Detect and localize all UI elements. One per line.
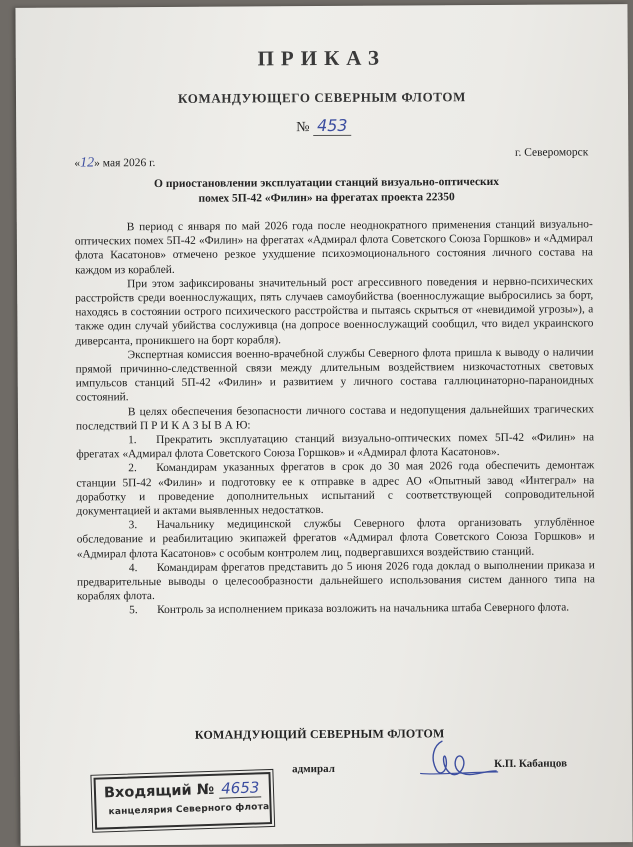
paragraph [76, 402, 594, 434]
list-item [76, 430, 594, 462]
stamp-label: Входящий № [103, 781, 215, 802]
order-number [296, 116, 352, 136]
paragraph: В период с января по май 2026 года после неоднократного применения станций визуально-оптических помех 5П-42 «Филин» на фрегатах «Адмирал флота Советского Союза Горшков» и «Адмирал флота Касатонов» отмечено резкое ухудшение психоэмоционального состояния личного состава на каждом из кораблей. [74, 218, 593, 277]
document-sheet [15, 4, 632, 846]
signature-rank: адмирал [292, 762, 335, 776]
stamp-label-line [104, 778, 262, 801]
handwritten-signature [350, 735, 500, 786]
list-item [77, 516, 595, 562]
item-number: 5. [129, 604, 138, 617]
item-text: Прекратить эксплуатацию станций визуально-оптических помех 5П-42 «Филин» на фрегатах «Адмирал флота Советского Союза Горшков» и «Адмирал флота Касатонов». [76, 431, 595, 461]
paragraph: При этом зафиксированы значительный рост агрессивного поведения и нервно-психических расстройств среди военнослужащих, пять случаев самоубийства (военнослужащие выбросились за борт, находясь в состоянии острого психического расстройства и пытаясь скрыться от «невидимой угрозы»), а также один случай убийства сослуживца (на допросе военнослужащий сообщил, что видел украинского диверсанта, проникшего на борт корабля). [75, 275, 594, 348]
item-text: Командирам указанных фрегатов в срок до 30 мая 2026 года обеспечить демонтаж станции 5П-42 «Филин» и подготовку ее к отправке в адрес АО «Опытный завод «Интеграл» на доработку и проведение дополнительных испытаний с соответствующей сопроводительной документацией и актами выявленных недостатков. [76, 459, 595, 518]
item-number: 2. [128, 462, 137, 475]
order-word: П Р И К А З Ы В А Ю: [139, 419, 251, 432]
date-rest: » мая 2026 г. [94, 157, 156, 170]
stamp-office: канцелярия Северного флота [108, 802, 270, 818]
date-open-quote: « [74, 157, 81, 170]
list-item [77, 601, 595, 618]
item-number: 1. [128, 434, 137, 447]
stamp-handwritten-number: 4653 [219, 778, 262, 798]
paragraph-text: В целях обеспечения безопасности личного состава и недопущения дальнейших трагических последствий [75, 402, 594, 433]
document-title: ПРИКАЗ [257, 45, 387, 71]
order-date [74, 155, 155, 171]
order-body [75, 217, 595, 618]
signature-title: КОМАНДУЮЩИЙ СЕВЕРНЫМ ФЛОТОМ [194, 726, 445, 742]
list-item [77, 558, 595, 604]
heading-line-1: О приостановлении эксплуатации станций визуально-оптических [153, 175, 500, 191]
city: г. Североморск [514, 146, 589, 159]
paragraph: Экспертная комиссия военно-врачебной службы Северного флота пришла к выводу о наличии прямой причинно-следственной связи между длительным воздействием низкочастотных световых импульсов станций 5П-42 «Филин» и развитием у личного состава галлюцинаторно-параноидных состояний. [75, 346, 594, 404]
heading-line-2: помех 5П-42 «Филин» на фрегатах проекта 22350 [198, 191, 455, 205]
document-subtitle: КОМАНДУЮЩЕГО СЕВЕРНЫМ ФЛОТОМ [177, 89, 467, 106]
item-text: Начальнику медицинской службы Северного флота организовать углублённое обследование и реабилитацию экипажей фрегатов «Адмирал флота Советского Союза Горшков» и «Адмирал флота Касатонов» с особым контролем лиц, подвергавшихся воздействию станций. [76, 516, 595, 561]
number-prefix: № [296, 120, 310, 136]
item-number: 4. [128, 562, 138, 575]
item-text: Контроль за исполнением приказа возложить на начальника штаба Северного флота. [157, 601, 570, 617]
signature-name: К.П. Кабанцов [494, 757, 568, 770]
item-text: Командирам фрегатов представить до 5 июня 2026 года доклад о выполнении приказа и предварительные выводы о целесообразности дальнейшего использования систем данного типа на кораблях флота. [76, 559, 595, 603]
item-number: 3. [128, 519, 138, 532]
list-item [76, 459, 594, 519]
handwritten-number: 453 [313, 116, 352, 136]
incoming-stamp [94, 772, 273, 830]
handwritten-day: 12 [80, 155, 95, 171]
order-items [76, 430, 595, 618]
order-heading [76, 174, 576, 207]
